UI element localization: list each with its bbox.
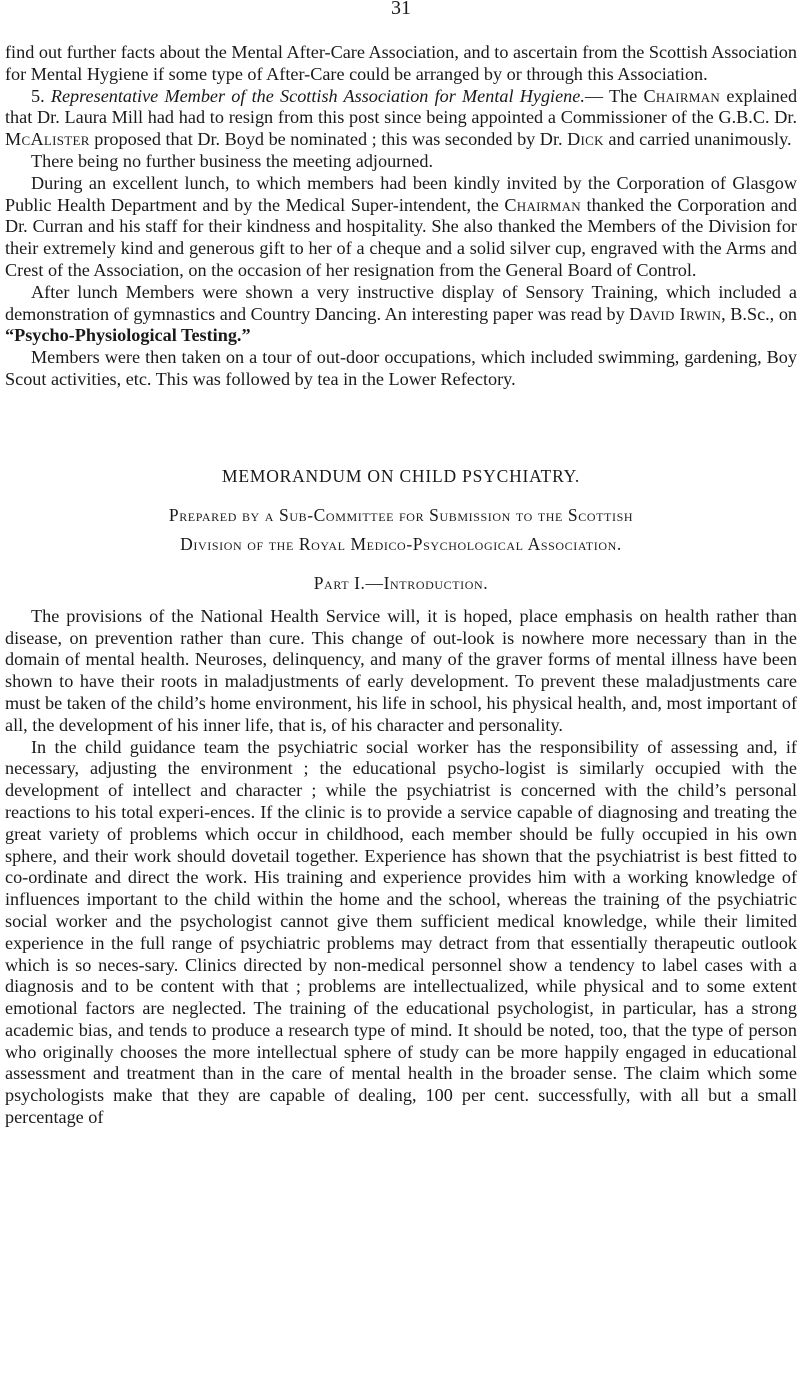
memorandum-subtitle: [5, 501, 797, 559]
text-fragment: and carried unanimously.: [608, 129, 792, 150]
paper-title: “Psycho-Physiological Testing.”: [5, 325, 251, 346]
paragraph-lunch: [5, 173, 797, 282]
paragraph-child-guidance: In the child guidance team the psychiatric social worker has the responsibility of assessing and, if necessary, adjusting the environment ; the educational psycho-logist is similarly occupied with the development of intellect and character ; while the psychiatrist is concerned with the child’s personal reactions to his total experi-ences. If the clinic is to provide a service capable of diagnosing and treating the great variety of problems which occur in childhood, each member should be fully occupied in his own sphere, and their work should dovetail together. Experience has shown that the psychiatrist is best fitted to co-ordinate and direct the work. His training and experience provides him with a working knowledge of influences important to the child within the home and the school, whereas the training of the psychiatric social worker and the psychologist cannot give them sufficient medical knowledge, while their limited experience in the full range of psychiatric problems may detract from that essentially therapeutic outlook which is so neces-sary. Clinics directed by non-medical personnel show a tendency to label cases with a diagnosis and to be content with that ; problems are intellectualized, while physical and to some extent emotional factors are neglected. The training of the educational psychologist, in particular, has a strong academic bias, and tends to produce a research type of mind. It should be noted, too, that the type of person who originally chooses the more intellectual sphere of study can be more happily engaged in educational assessment and treatment than in the care of mental health in the broader sense. The claim which some psychologists make that they are capable of dealing, 100 per cent. successfully, with all but a small percentage of: [5, 736, 797, 1128]
name-david-irwin: David Irwin: [629, 303, 722, 324]
document-page: [5, 0, 797, 1129]
paragraph-introduction: The provisions of the National Health Service will, it is hoped, place emphasis on health rather than disease, on prevention rather than cure. This change of out-look is nowhere more necessary than in the domain of mental health. Neuroses, delinquency, and many of the graver forms of mental illness have been shown to have their roots in maladjustments of early development. To prevent these maladjustments care must be taken of the child’s home environment, his life in school, his physical health, and, most important of all, the development of his inner life, that is, of his character and personality.: [5, 605, 797, 735]
paragraph-after-lunch: [5, 282, 797, 347]
memorandum-title: MEMORANDUM ON CHILD PSYCHIATRY.: [222, 465, 580, 486]
text-fragment: The: [608, 85, 638, 106]
minutes-section: [5, 42, 797, 391]
paragraph-after-care: find out further facts about the Mental After-Care Association, and to ascertain from the Scottish Association for Mental Hygiene if some type of After-Care could be arranged by or through this Association.: [5, 42, 797, 84]
name-chairman: Chairman: [643, 85, 721, 106]
paragraph-tour: Members were then taken on a tour of out-door occupations, which included swimming, gardening, Boy Scout activities, etc. This was followed by tea in the Lower Refectory.: [5, 347, 797, 389]
paragraph-item-5: [5, 86, 797, 151]
name-mcalister: McAlister: [5, 129, 90, 150]
item-title: Representative Member of the Scottish Association for Mental Hygiene.: [50, 85, 585, 106]
subtitle-line-2: Division of the Royal Medico-Psychological Association.: [180, 533, 622, 554]
paragraph-adjourned: There being no further business the meeting adjourned.: [31, 150, 434, 171]
item-number: 5.: [31, 85, 45, 106]
memorandum-body: [5, 606, 797, 1129]
em-dash: —: [584, 85, 604, 106]
text-fragment: explained that Dr. Laura Mill had had to resign from this post since being appointed a Commissioner of the G.B.C. Dr.: [5, 85, 798, 128]
text-fragment: thanked the Corporation and Dr. Curran and his staff for their kindness and hospitality. She also thanked the Members of the Division for their extremely kind and generous gift to her of a cheque and a solid silver cup, engraved with the Arms and Crest of the Association, on the occasion of her resignation from the General Board of Control.: [5, 194, 798, 280]
text-fragment: , B.Sc., on: [721, 303, 798, 324]
text-fragment: proposed that Dr. Boyd be nominated ; this was seconded by Dr.: [94, 129, 563, 150]
part-heading: Part I.—Introduction.: [313, 572, 489, 593]
text-fragment: After lunch Members were shown a very instructive display of Sensory Training, which included a demonstration of gymnastics and Country Dancing. An interesting paper was read by: [5, 281, 797, 324]
text-fragment: During an excellent lunch, to which members had been kindly invited by the Corporation of Glasgow Public Health Department and by the Medical Super-intendent, the: [5, 172, 797, 215]
name-chairman: Chairman: [504, 194, 581, 215]
subtitle-line-1: Prepared by a Sub-Committee for Submission to the Scottish: [168, 504, 634, 525]
name-dick: Dick: [567, 129, 604, 150]
page-number: 31: [391, 0, 411, 19]
